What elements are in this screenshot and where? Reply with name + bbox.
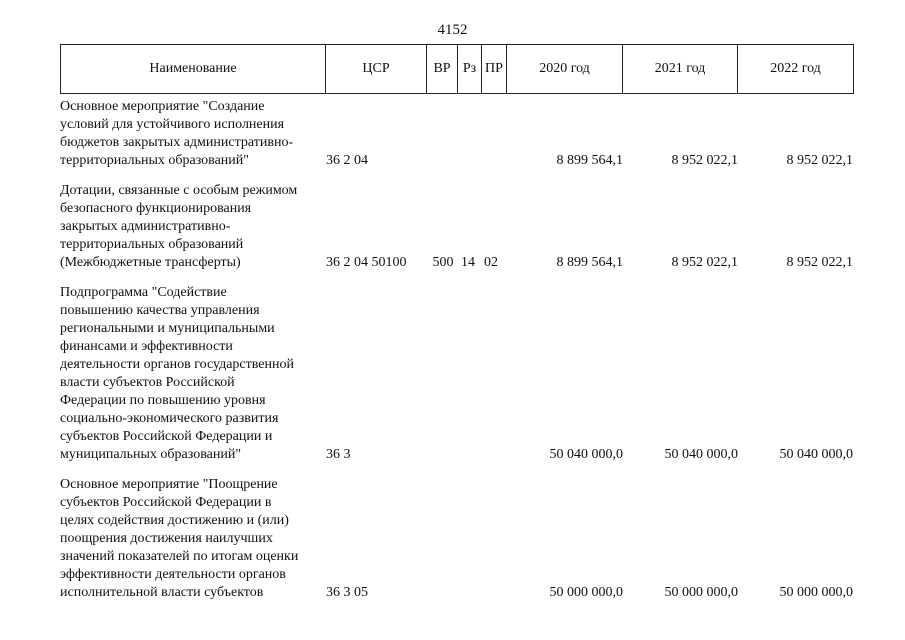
row-csr: 36 2 04 50100 bbox=[326, 255, 407, 270]
row-name bbox=[60, 182, 323, 272]
row-name-line: региональными и муниципальными bbox=[60, 321, 275, 336]
column-header-pr: ПР bbox=[482, 45, 507, 94]
row-name-line: субъектов Российской Федерации в bbox=[60, 495, 272, 510]
row-name-line: исполнительной власти субъектов bbox=[60, 585, 264, 600]
row-amount-2020: 8 899 564,1 bbox=[556, 255, 623, 270]
row-amount-2022: 8 952 022,1 bbox=[786, 255, 853, 270]
row-name-line: эффективности деятельности органов bbox=[60, 567, 286, 582]
row-name-line: Основное мероприятие "Создание bbox=[60, 99, 265, 114]
row-csr: 36 3 05 bbox=[326, 585, 368, 600]
row-name bbox=[60, 98, 323, 170]
table-row bbox=[60, 476, 853, 602]
row-name-line: условий для устойчивого исполнения bbox=[60, 117, 285, 132]
column-header-name: Наименование bbox=[61, 45, 326, 94]
row-name-line: (Межбюджетные трансферты) bbox=[60, 255, 241, 270]
row-name-line: деятельности органов государственной bbox=[60, 357, 294, 372]
row-amount-2022: 8 952 022,1 bbox=[786, 153, 853, 168]
column-header-2022: 2022 год bbox=[738, 45, 854, 94]
table-row bbox=[60, 182, 853, 272]
row-name-line: безопасного функционирования bbox=[60, 201, 252, 216]
row-amount-2020: 50 040 000,0 bbox=[549, 447, 623, 462]
row-amount-2021: 50 000 000,0 bbox=[664, 585, 738, 600]
table-body bbox=[60, 98, 853, 614]
row-name-line: поощрения достижения наилучших bbox=[60, 531, 273, 546]
row-amount-2020: 8 899 564,1 bbox=[556, 153, 623, 168]
row-name-line: власти субъектов Российской bbox=[60, 375, 235, 390]
row-name-line: муниципальных образований" bbox=[60, 447, 242, 462]
row-csr: 36 3 bbox=[326, 447, 351, 462]
row-name-line: Дотации, связанные с особым режимом bbox=[60, 183, 298, 198]
column-header-rz: Рз bbox=[458, 45, 482, 94]
row-csr: 36 2 04 bbox=[326, 153, 368, 168]
row-amount-2021: 50 040 000,0 bbox=[664, 447, 738, 462]
row-name-line: Федерации по повышению уровня bbox=[60, 393, 266, 408]
row-name bbox=[60, 476, 323, 602]
column-header-2021: 2021 год bbox=[623, 45, 738, 94]
row-name-line: территориальных образований bbox=[60, 237, 244, 252]
row-name-line: целях содействия достижению и (или) bbox=[60, 513, 289, 528]
row-name-line: значений показателей по итогам оценки bbox=[60, 549, 299, 564]
column-header-2020: 2020 год bbox=[507, 45, 623, 94]
table-row bbox=[60, 284, 853, 464]
row-amount-2022: 50 040 000,0 bbox=[779, 447, 853, 462]
row-name-line: Подпрограмма "Содействие bbox=[60, 285, 227, 300]
row-name-line: Основное мероприятие "Поощрение bbox=[60, 477, 278, 492]
column-header-csr: ЦСР bbox=[326, 45, 427, 94]
table-row bbox=[60, 98, 853, 170]
row-name-line: повышению качества управления bbox=[60, 303, 260, 318]
row-amount-2020: 50 000 000,0 bbox=[549, 585, 623, 600]
row-name bbox=[60, 284, 323, 464]
table-header bbox=[60, 44, 854, 94]
row-amount-2022: 50 000 000,0 bbox=[779, 585, 853, 600]
column-header-vr: ВР bbox=[427, 45, 458, 94]
row-name-line: закрытых административно- bbox=[60, 219, 231, 234]
row-rz: 14 bbox=[461, 255, 475, 270]
row-name-line: финансами и эффективности bbox=[60, 339, 233, 354]
row-amount-2021: 8 952 022,1 bbox=[671, 153, 738, 168]
row-name-line: социально-экономического развития bbox=[60, 411, 279, 426]
page-number: 4152 bbox=[437, 22, 468, 38]
row-name-line: территориальных образований" bbox=[60, 153, 249, 168]
row-pr: 02 bbox=[484, 255, 498, 270]
row-name-line: субъектов Российской Федерации и bbox=[60, 429, 273, 444]
row-vr: 500 bbox=[432, 255, 454, 270]
row-name-line: бюджетов закрытых административно- bbox=[60, 135, 294, 150]
row-amount-2021: 8 952 022,1 bbox=[671, 255, 738, 270]
